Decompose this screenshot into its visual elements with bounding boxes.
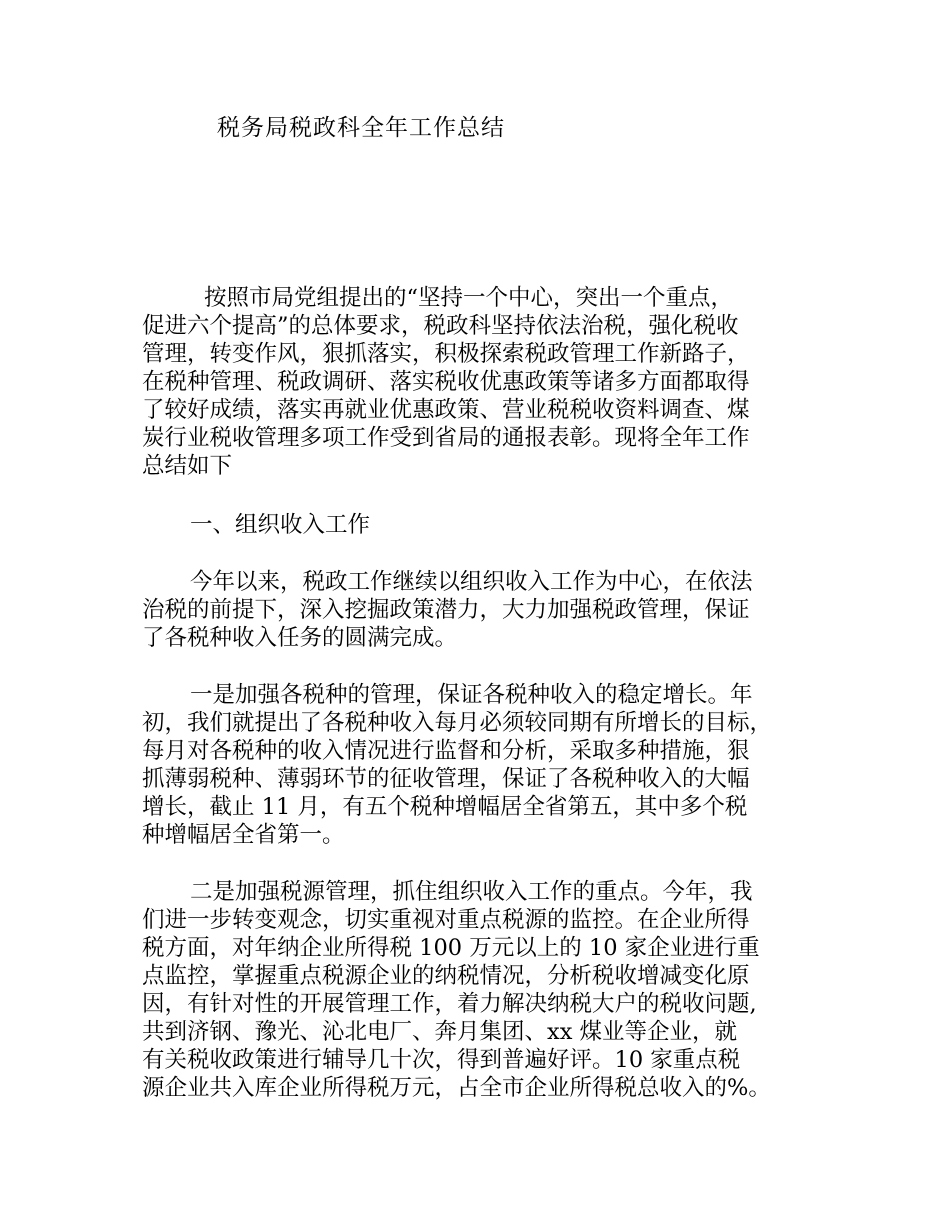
point2-line: 共到济钢、豫光、沁北电厂、奔月集团、xx 煤业等企业，就 bbox=[142, 1019, 738, 1045]
point2-line: 源企业共入库企业所得税万元，占全市企业所得税总收入的%。 bbox=[142, 1075, 771, 1101]
point1-line: 一是加强各税种的管理，保证各税种收入的稳定增长。年 bbox=[190, 682, 753, 708]
point1-line: 抓薄弱税种、薄弱环节的征收管理，保证了各税种收入的大幅 bbox=[142, 766, 750, 792]
point2-line: 因，有针对性的开展管理工作，着力解决纳税大户的税收问题, bbox=[142, 991, 757, 1017]
point2-line: 税方面，对年纳企业所得税 100 万元以上的 10 家企业进行重 bbox=[142, 935, 760, 961]
point2-line: 有关税收政策进行辅导几十次，得到普遍好评。10 家重点税 bbox=[142, 1047, 741, 1073]
point2-line: 二是加强税源管理，抓住组织收入工作的重点。今年，我 bbox=[190, 879, 753, 905]
document-title: 税务局税政科全年工作总结 bbox=[217, 115, 505, 141]
intro-line: 管理，转变作风，狠抓落实，积极探索税政管理工作新路子， bbox=[142, 341, 750, 367]
point2-line: 点监控，掌握重点税源企业的纳税情况，分析税收增减变化原 bbox=[142, 963, 750, 989]
point1-line: 初，我们就提出了各税种收入每月必须较同期有所增长的目标， bbox=[142, 710, 773, 736]
section1-line: 治税的前提下，深入挖掘政策潜力，大力加强税政管理，保证 bbox=[142, 597, 750, 623]
intro-line: 总结如下 bbox=[142, 453, 233, 479]
point1-line: 增长，截止 11 月，有五个税种增幅居全省第五，其中多个税 bbox=[142, 794, 748, 820]
intro-line: 按照市局党组提出的“坚持一个中心，突出一个重点， bbox=[204, 285, 734, 311]
section-heading: 一、组织收入工作 bbox=[190, 512, 371, 538]
point2-line: 们进一步转变观念，切实重视对重点税源的监控。在企业所得 bbox=[142, 907, 750, 933]
intro-line: 了较好成绩，落实再就业优惠政策、营业税税收资料调查、煤 bbox=[142, 397, 750, 423]
section1-line: 了各税种收入任务的圆满完成。 bbox=[142, 625, 458, 651]
point1-line: 种增幅居全省第一。 bbox=[142, 822, 345, 848]
intro-line: 在税种管理、税政调研、落实税收优惠政策等诸多方面都取得 bbox=[142, 369, 750, 395]
intro-line: 促进六个提高”的总体要求，税政科坚持依法治税，强化税收 bbox=[142, 313, 739, 339]
section1-line: 今年以来，税政工作继续以组织收入工作为中心，在依法 bbox=[190, 569, 753, 595]
point1-line: 每月对各税种的收入情况进行监督和分析，采取多种措施，狠 bbox=[142, 738, 750, 764]
intro-line: 炭行业税收管理多项工作受到省局的通报表彰。现将全年工作 bbox=[142, 425, 750, 451]
